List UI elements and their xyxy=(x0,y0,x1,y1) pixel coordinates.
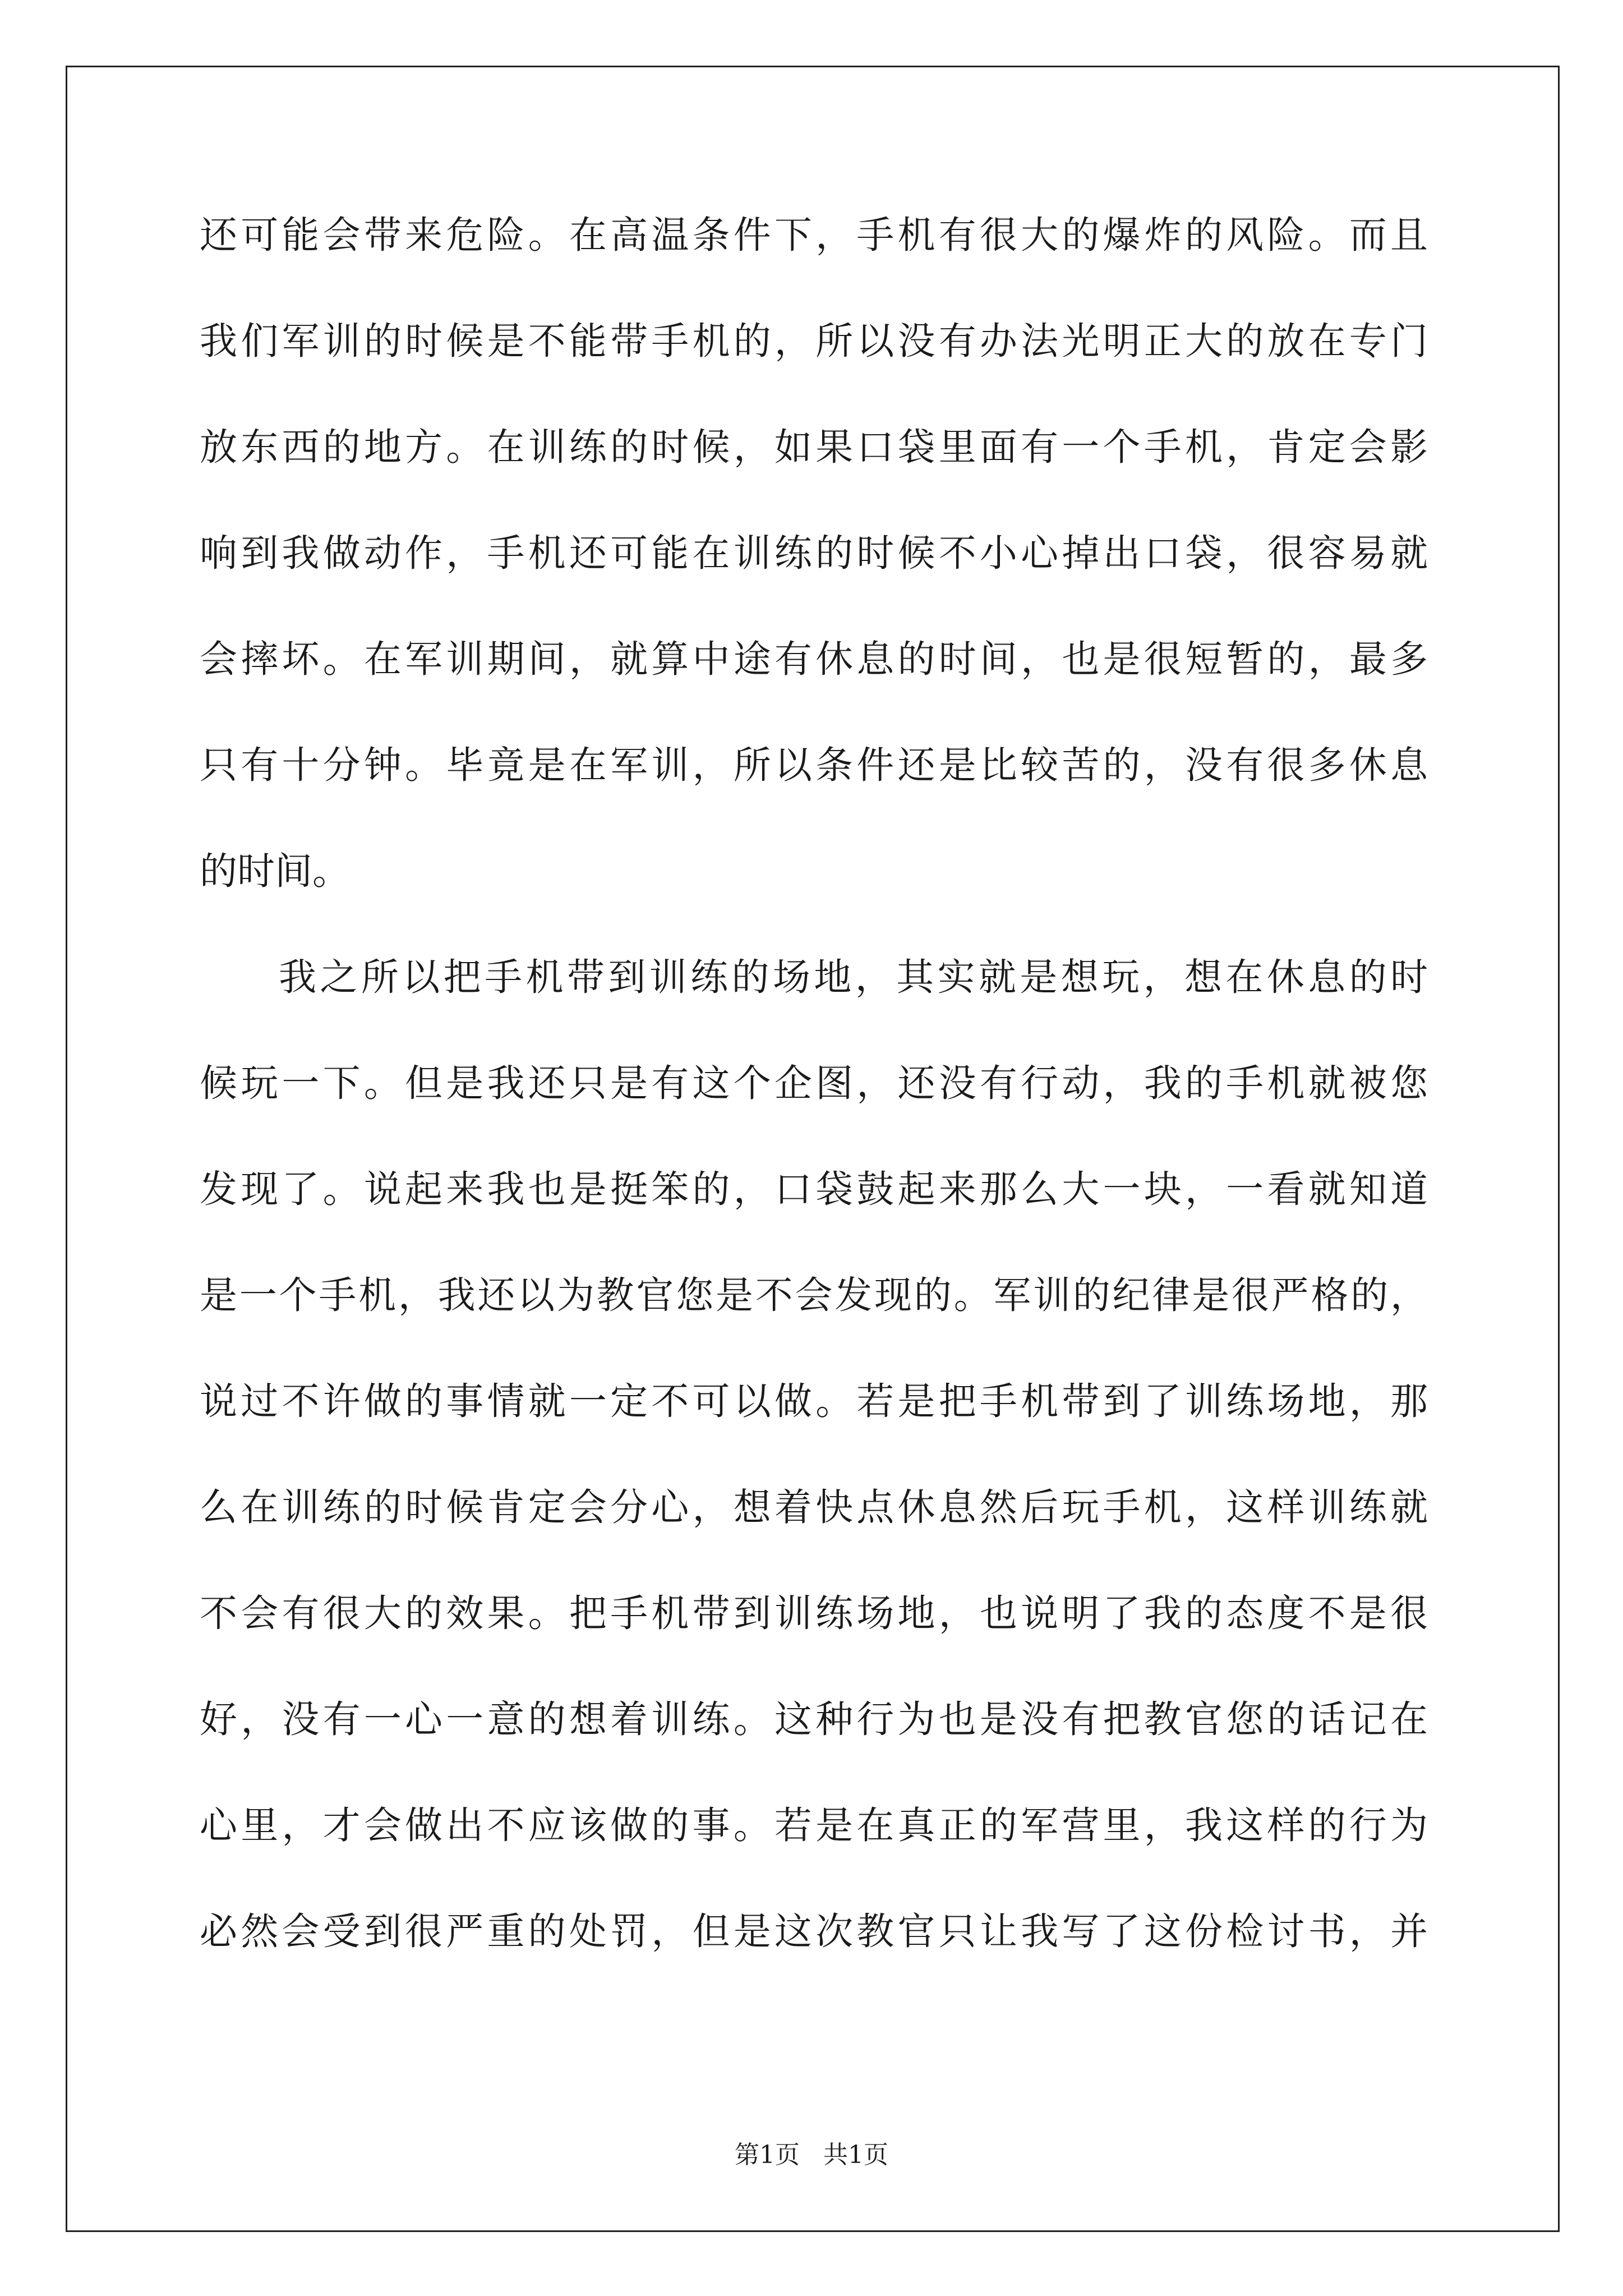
page-number-footer: 第1页 共1页 xyxy=(735,2141,888,2169)
text-line: 心里，才会做出不应该做的事。若是在真正的军营里，我这样的行为 xyxy=(200,1803,1428,1847)
text-line: 我们军训的时候是不能带手机的，所以没有办法光明正大的放在专门 xyxy=(200,319,1428,363)
text-line: 不会有很大的效果。把手机带到训练场地，也说明了我的态度不是很 xyxy=(200,1591,1428,1635)
text-line: 候玩一下。但是我还只是有这个企图，还没有行动，我的手机就被您 xyxy=(200,1061,1428,1105)
text-line: 好，没有一心一意的想着训练。这种行为也是没有把教官您的话记在 xyxy=(200,1697,1428,1741)
text-line: 只有十分钟。毕竟是在军训，所以条件还是比较苦的，没有很多休息 xyxy=(200,743,1428,787)
text-line: 么在训练的时候肯定会分心，想着快点休息然后玩手机，这样训练就 xyxy=(200,1485,1428,1529)
text-line: 说过不许做的事情就一定不可以做。若是把手机带到了训练场地，那 xyxy=(200,1379,1428,1423)
text-line: 是一个手机，我还以为教官您是不会发现的。军训的纪律是很严格的， xyxy=(200,1273,1428,1317)
text-line: 我之所以把手机带到训练的场地，其实就是想玩，想在休息的时 xyxy=(279,955,1428,999)
text-line: 的时间。 xyxy=(200,849,350,893)
text-line: 会摔坏。在军训期间，就算中途有休息的时间，也是很短暂的，最多 xyxy=(200,637,1428,681)
text-line: 必然会受到很严重的处罚，但是这次教官只让我写了这份检讨书，并 xyxy=(200,1910,1428,1953)
text-line: 放东西的地方。在训练的时候，如果口袋里面有一个手机，肯定会影 xyxy=(200,425,1428,469)
text-line: 响到我做动作，手机还可能在训练的时候不小心掉出口袋，很容易就 xyxy=(200,531,1428,575)
text-line: 发现了。说起来我也是挺笨的，口袋鼓起来那么大一块，一看就知道 xyxy=(200,1167,1428,1211)
text-line: 还可能会带来危险。在高温条件下，手机有很大的爆炸的风险。而且 xyxy=(200,213,1428,257)
